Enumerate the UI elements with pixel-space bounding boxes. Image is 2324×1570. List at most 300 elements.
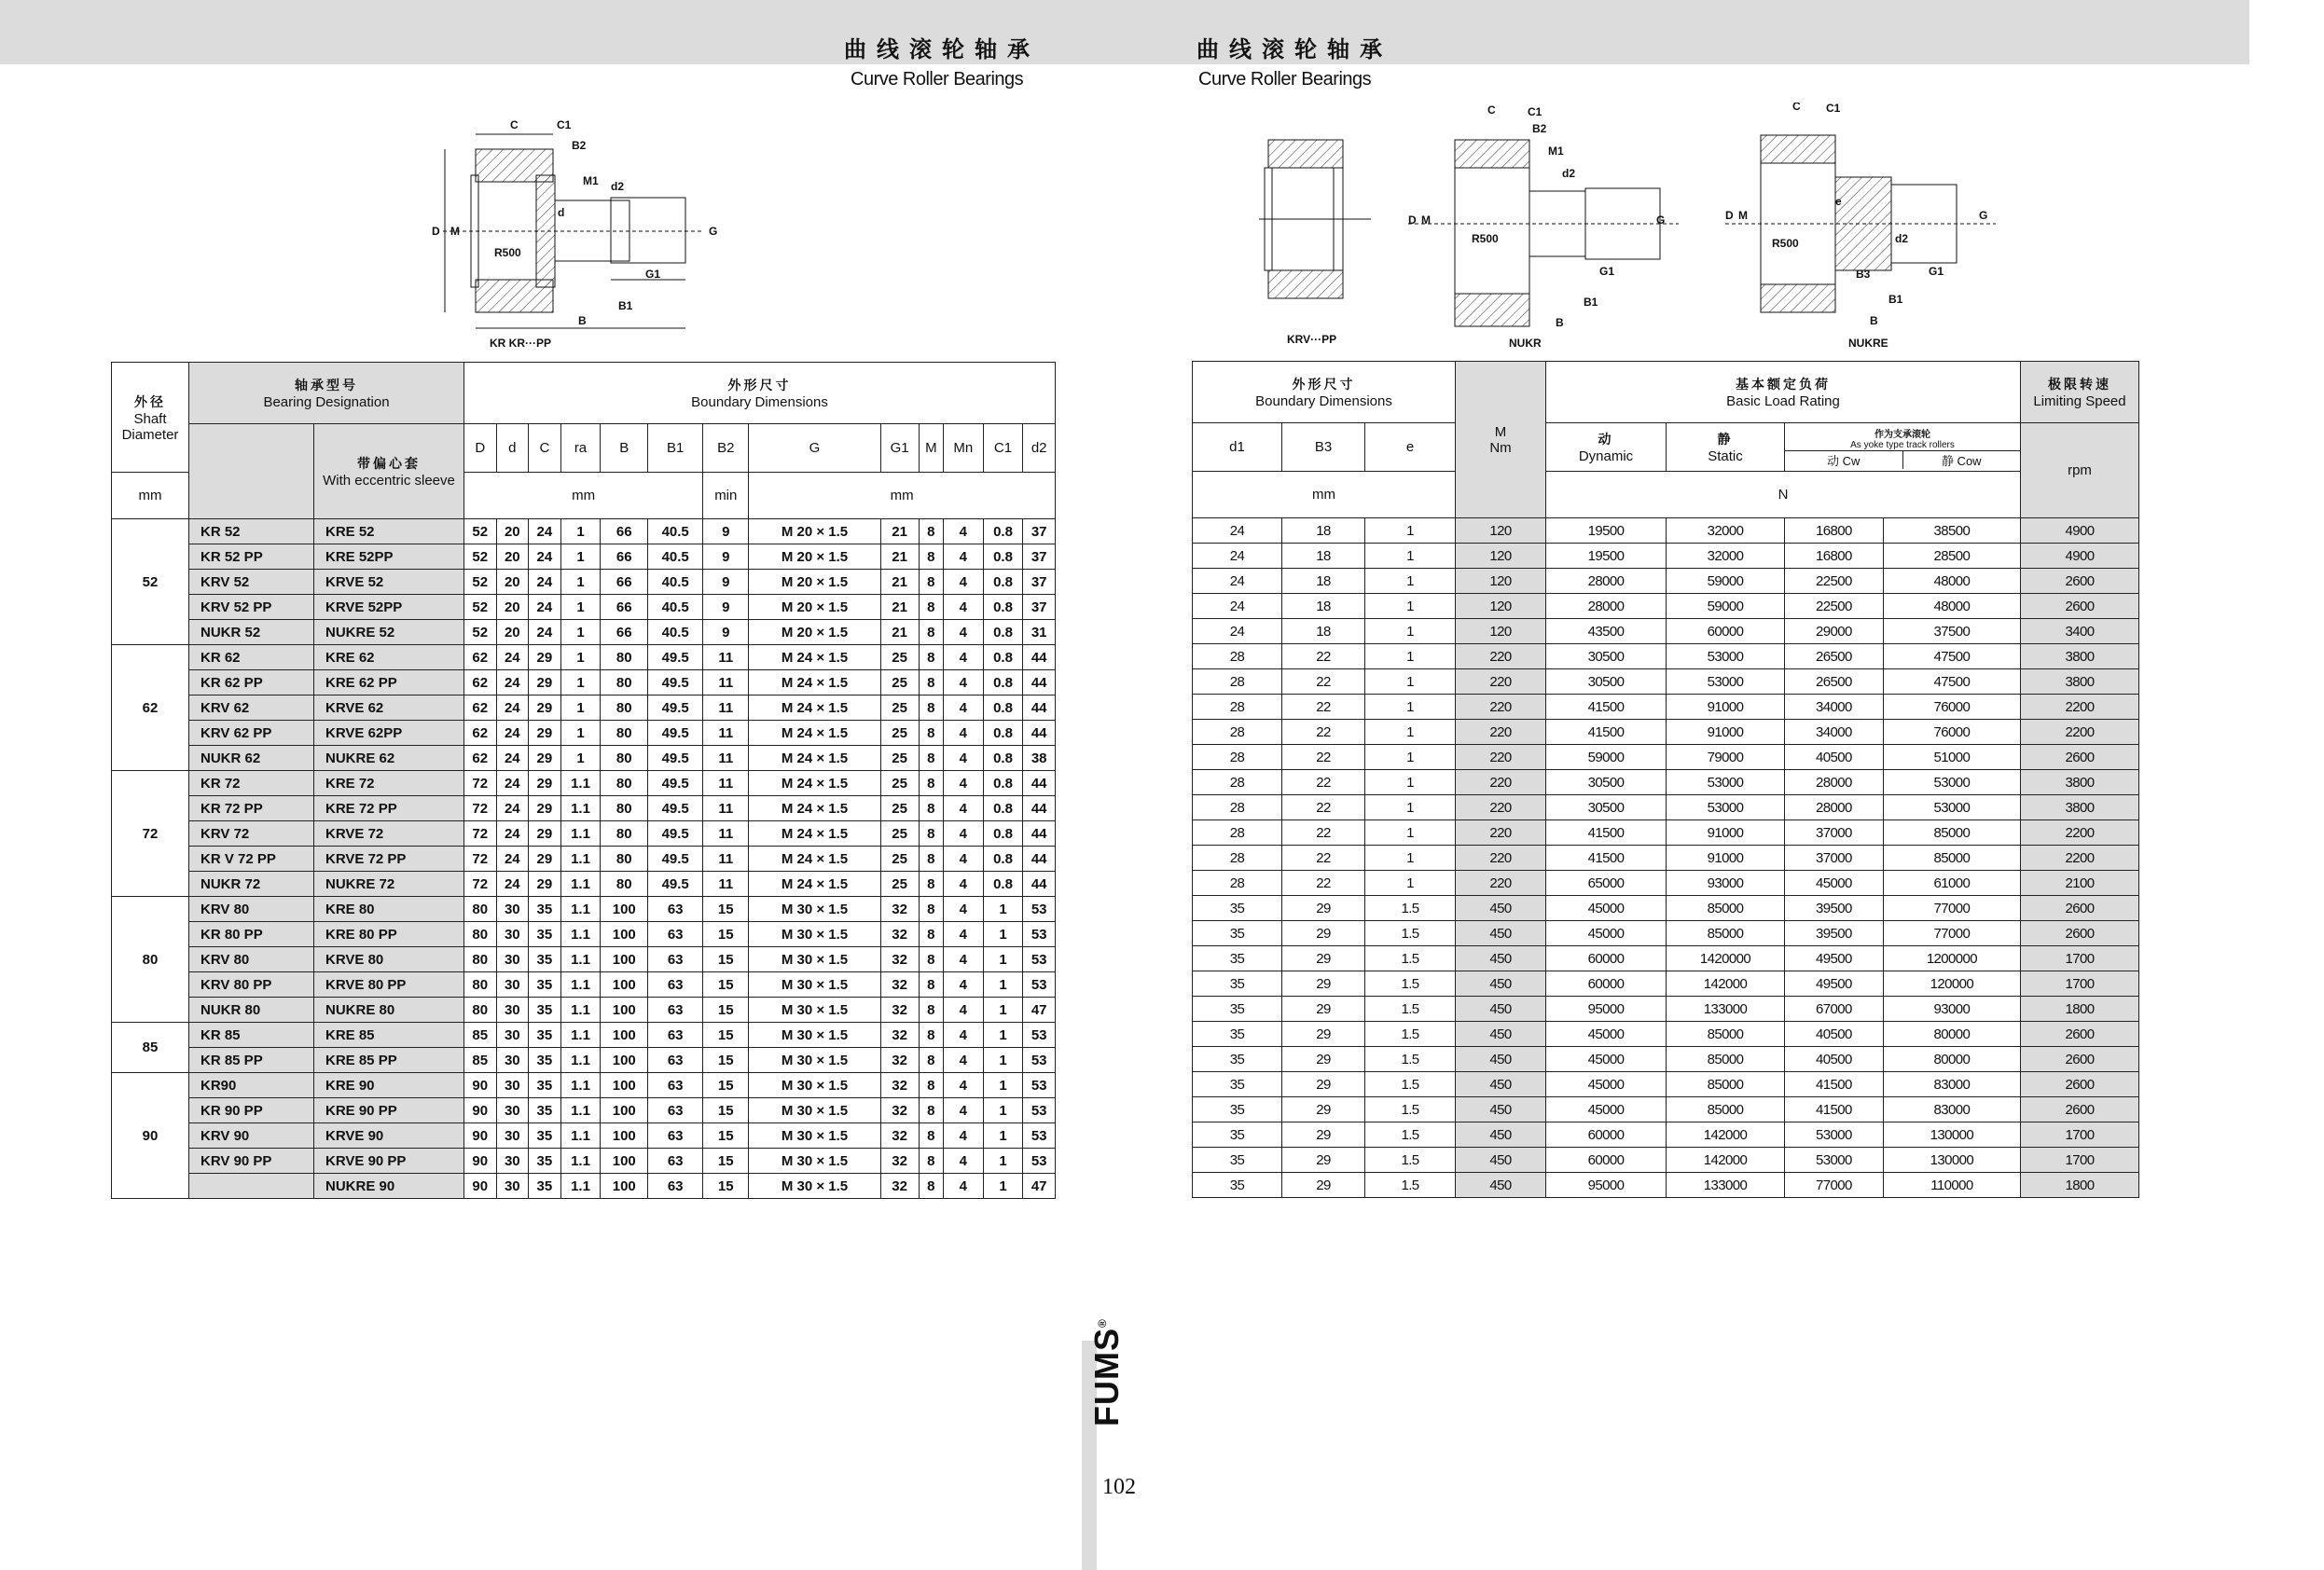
d1-cell: 35 — [1193, 946, 1282, 971]
cw-cell: 37000 — [1785, 846, 1884, 871]
dynamic-cell: 45000 — [1546, 1022, 1667, 1047]
label-c1: C1 — [1528, 105, 1542, 118]
cw-header: 动 Cw — [1785, 451, 1903, 469]
b3-cell: 22 — [1282, 871, 1365, 896]
label-c: C — [1792, 103, 1801, 113]
dim-cell-c: 35 — [529, 1023, 561, 1048]
static-cell: 53000 — [1667, 770, 1785, 795]
dim-cell-d: 20 — [496, 519, 529, 544]
d1-cell: 35 — [1193, 1173, 1282, 1198]
dim-cell-b2: 11 — [703, 695, 749, 721]
limiting-speed-cell: 3800 — [2021, 770, 2139, 795]
static-cell: 59000 — [1667, 594, 1785, 619]
d1-cell: 35 — [1193, 1122, 1282, 1148]
dynamic-cell: 60000 — [1546, 1122, 1667, 1148]
table-row — [112, 1174, 1056, 1199]
eccentric-designation-cell: KRVE 62PP — [314, 721, 464, 746]
dim-cell-mn: 4 — [944, 998, 984, 1023]
e-cell: 1 — [1365, 820, 1456, 846]
table-row — [112, 771, 1056, 796]
dim-cell-b2: 15 — [703, 1149, 749, 1174]
b3-cell: 22 — [1282, 770, 1365, 795]
dim-cell-g: M 24 × 1.5 — [749, 847, 880, 872]
label-b3: B3 — [1856, 268, 1871, 281]
cw-cell: 39500 — [1785, 896, 1884, 921]
cw-cell: 26500 — [1785, 644, 1884, 669]
table-row — [1193, 644, 2139, 669]
cow-cell: 83000 — [1883, 1072, 2020, 1097]
cow-cell: 48000 — [1883, 594, 2020, 619]
dim-cell-c: 29 — [529, 746, 561, 771]
dim-cell-ra: 1.1 — [560, 1174, 601, 1199]
cw-cell: 67000 — [1785, 997, 1884, 1022]
label-M: M — [1421, 213, 1431, 227]
d1-cell: 28 — [1193, 695, 1282, 720]
eccentric-designation-cell: KRVE 72 — [314, 821, 464, 847]
dim-cell-ra: 1.1 — [560, 1098, 601, 1123]
cow-cell: 110000 — [1883, 1173, 2020, 1198]
dim-cell-c1: 0.8 — [983, 847, 1023, 872]
dim-cell-b: 66 — [601, 544, 648, 570]
dim-header-c1: C1 — [983, 424, 1023, 473]
dynamic-cell: 45000 — [1546, 1072, 1667, 1097]
moment-cell: 220 — [1456, 669, 1546, 695]
label-m1: M1 — [583, 174, 599, 187]
dim-cell-mn: 4 — [944, 1023, 984, 1048]
shaft-diameter-cell: 85 — [112, 1023, 189, 1073]
dim-cell-c1: 0.8 — [983, 796, 1023, 821]
b3-cell: 22 — [1282, 846, 1365, 871]
dim-cell-b: 100 — [601, 897, 648, 922]
dim-cell-c: 29 — [529, 721, 561, 746]
table-row — [1193, 695, 2139, 720]
dim-cell-g1: 25 — [880, 670, 919, 695]
dim-cell-c1: 0.8 — [983, 670, 1023, 695]
dim-cell-b1: 63 — [648, 998, 703, 1023]
dim-cell-d: 24 — [496, 821, 529, 847]
dim-cell-b1: 49.5 — [648, 821, 703, 847]
dynamic-cell: 19500 — [1546, 518, 1667, 544]
dim-cell-d2: 53 — [1023, 1073, 1056, 1098]
dim-cell-d2: 53 — [1023, 1098, 1056, 1123]
limiting-speed-cell: 2200 — [2021, 846, 2139, 871]
e-cell: 1 — [1365, 720, 1456, 745]
dim-cell-c1: 1 — [983, 947, 1023, 972]
load-rating-table — [1192, 361, 2139, 1198]
dim-cell-g: M 24 × 1.5 — [749, 695, 880, 721]
dim-cell-b2: 15 — [703, 1098, 749, 1123]
dim-cell-b: 80 — [601, 645, 648, 670]
dim-cell-d: 52 — [464, 595, 497, 620]
dim-cell-b1: 63 — [648, 1098, 703, 1123]
cw-cell: 26500 — [1785, 669, 1884, 695]
dynamic-cell: 45000 — [1546, 921, 1667, 946]
eccentric-designation-cell: KRVE 80 PP — [314, 972, 464, 998]
dim-cell-d: 52 — [464, 519, 497, 544]
dim-cell-g: M 20 × 1.5 — [749, 620, 880, 645]
dim-cell-c: 29 — [529, 796, 561, 821]
dim-cell-g1: 21 — [880, 595, 919, 620]
table-row — [112, 821, 1056, 847]
dim-cell-g1: 21 — [880, 620, 919, 645]
dim-cell-b: 66 — [601, 620, 648, 645]
dim-cell-m: 8 — [919, 570, 943, 595]
eccentric-designation-cell: KRVE 52PP — [314, 595, 464, 620]
dynamic-cell: 43500 — [1546, 619, 1667, 644]
designation-cell: KR 72 PP — [189, 796, 314, 821]
moment-cell: 450 — [1456, 1148, 1546, 1173]
cow-cell: 1200000 — [1883, 946, 2020, 971]
cw-cell: 40500 — [1785, 1022, 1884, 1047]
dim-cell-b: 80 — [601, 695, 648, 721]
dim-cell-b: 100 — [601, 1098, 648, 1123]
dynamic-cell: 41500 — [1546, 820, 1667, 846]
dim-cell-c1: 1 — [983, 1073, 1023, 1098]
dim-cell-m: 8 — [919, 1123, 943, 1149]
dim-cell-m: 8 — [919, 897, 943, 922]
nukr-diagram — [1408, 103, 1679, 354]
dim-header-b: B — [601, 424, 648, 473]
dim-cell-d: 30 — [496, 922, 529, 947]
dim-cell-c: 35 — [529, 922, 561, 947]
designation-cell: KRV 80 — [189, 947, 314, 972]
dim-cell-mn: 4 — [944, 746, 984, 771]
boundary-dimensions-header: 外形尺寸 Boundary Dimensions — [464, 363, 1056, 424]
eccentric-designation-cell: KRE 85 — [314, 1023, 464, 1048]
cw-cell: 22500 — [1785, 569, 1884, 594]
dim-header-m: M — [919, 424, 943, 473]
eccentric-designation-cell: NUKRE 90 — [314, 1174, 464, 1199]
b3-cell: 22 — [1282, 644, 1365, 669]
static-cell: 85000 — [1667, 1022, 1785, 1047]
table-row — [112, 645, 1056, 670]
dim-cell-b: 80 — [601, 821, 648, 847]
table-row — [1193, 1122, 2139, 1148]
dim-cell-mn: 4 — [944, 947, 984, 972]
dim-cell-g: M 30 × 1.5 — [749, 1174, 880, 1199]
dim-cell-d2: 47 — [1023, 998, 1056, 1023]
b3-cell: 29 — [1282, 896, 1365, 921]
dim-cell-d: 90 — [464, 1073, 497, 1098]
static-cell: 91000 — [1667, 820, 1785, 846]
moment-cell: 220 — [1456, 795, 1546, 820]
dim-cell-b2: 9 — [703, 519, 749, 544]
dim-cell-m: 8 — [919, 1023, 943, 1048]
dim-cell-g1: 25 — [880, 695, 919, 721]
e-cell: 1.5 — [1365, 1022, 1456, 1047]
table-row — [1193, 770, 2139, 795]
b3-cell: 29 — [1282, 1022, 1365, 1047]
dim-cell-b2: 15 — [703, 1123, 749, 1149]
e-cell: 1.5 — [1365, 1148, 1456, 1173]
designation-cell — [189, 1174, 314, 1199]
dim-cell-b: 80 — [601, 872, 648, 897]
dim-cell-c1: 0.8 — [983, 570, 1023, 595]
moment-cell: 120 — [1456, 569, 1546, 594]
unit-min: min — [703, 473, 749, 519]
table-row — [1193, 896, 2139, 921]
moment-cell: 450 — [1456, 1072, 1546, 1097]
limiting-speed-cell: 4900 — [2021, 518, 2139, 544]
dim-cell-b1: 63 — [648, 1048, 703, 1073]
table-row — [1193, 619, 2139, 644]
dim-cell-c: 24 — [529, 620, 561, 645]
table-row — [112, 796, 1056, 821]
e-cell: 1.5 — [1365, 971, 1456, 997]
dynamic-cell: 30500 — [1546, 795, 1667, 820]
dim-cell-c1: 1 — [983, 998, 1023, 1023]
diagram-caption-nukre: NUKRE — [1848, 337, 1888, 350]
dim-cell-ra: 1.1 — [560, 998, 601, 1023]
dim-cell-g1: 32 — [880, 947, 919, 972]
dim-cell-d: 30 — [496, 1048, 529, 1073]
dim-cell-d: 52 — [464, 620, 497, 645]
shaft-diameter-cell: 90 — [112, 1073, 189, 1199]
dim-cell-d2: 44 — [1023, 872, 1056, 897]
diagram-caption-kr: KR KR···PP — [490, 337, 551, 350]
dim-cell-b2: 15 — [703, 1073, 749, 1098]
header-bar — [0, 0, 2249, 64]
dim-cell-mn: 4 — [944, 595, 984, 620]
label-b2: B2 — [1532, 122, 1547, 135]
dim-cell-ra: 1.1 — [560, 821, 601, 847]
dim-cell-ra: 1.1 — [560, 847, 601, 872]
dim-cell-b1: 40.5 — [648, 595, 703, 620]
b3-cell: 29 — [1282, 921, 1365, 946]
b3-cell: 29 — [1282, 1173, 1365, 1198]
label-d2: d2 — [611, 180, 625, 193]
eccentric-designation-cell: KRVE 90 PP — [314, 1149, 464, 1174]
eccentric-designation-cell: KRVE 62 — [314, 695, 464, 721]
dim-cell-d: 80 — [464, 897, 497, 922]
designation-cell: NUKR 62 — [189, 746, 314, 771]
d1-cell: 28 — [1193, 846, 1282, 871]
table-row — [1193, 1097, 2139, 1122]
d1-cell: 35 — [1193, 997, 1282, 1022]
e-cell: 1 — [1365, 518, 1456, 544]
dim-cell-b: 66 — [601, 570, 648, 595]
d1-cell: 35 — [1193, 1022, 1282, 1047]
dim-cell-b1: 49.5 — [648, 695, 703, 721]
moment-cell: 450 — [1456, 1097, 1546, 1122]
cow-header: 静 Cow — [1941, 453, 1982, 468]
table-row — [112, 544, 1056, 570]
static-cell: 91000 — [1667, 846, 1785, 871]
dim-cell-b: 100 — [601, 972, 648, 998]
designation-cell: KR 90 PP — [189, 1098, 314, 1123]
cow-cell: 47500 — [1883, 644, 2020, 669]
dim-cell-g: M 20 × 1.5 — [749, 595, 880, 620]
b3-cell: 29 — [1282, 1148, 1365, 1173]
eccentric-designation-cell: KRVE 80 — [314, 947, 464, 972]
static-cell: 32000 — [1667, 518, 1785, 544]
cw-cell: 49500 — [1785, 946, 1884, 971]
dim-cell-c1: 1 — [983, 1048, 1023, 1073]
dim-cell-m: 8 — [919, 972, 943, 998]
static-cell: 53000 — [1667, 644, 1785, 669]
dim-cell-d2: 53 — [1023, 922, 1056, 947]
dim-cell-g: M 30 × 1.5 — [749, 1123, 880, 1149]
dim-cell-b2: 11 — [703, 771, 749, 796]
dim-cell-c: 35 — [529, 1149, 561, 1174]
d1-cell: 28 — [1193, 669, 1282, 695]
dynamic-cell: 30500 — [1546, 770, 1667, 795]
dim-cell-b1: 63 — [648, 897, 703, 922]
cow-cell: 28500 — [1883, 544, 2020, 569]
dim-cell-b: 100 — [601, 922, 648, 947]
dim-cell-g1: 21 — [880, 519, 919, 544]
b3-cell: 29 — [1282, 997, 1365, 1022]
moment-cell: 120 — [1456, 619, 1546, 644]
label-d2: d2 — [1562, 167, 1576, 180]
basic-load-rating-header: 基本额定负荷 Basic Load Rating — [1546, 362, 2021, 423]
label-b: B — [578, 314, 587, 327]
table-row — [1193, 871, 2139, 896]
dim-cell-ra: 1 — [560, 670, 601, 695]
limiting-speed-cell: 1800 — [2021, 997, 2139, 1022]
e-cell: 1.5 — [1365, 1047, 1456, 1072]
e-cell: 1.5 — [1365, 921, 1456, 946]
dim-header-mn: Mn — [944, 424, 984, 473]
moment-cell: 450 — [1456, 946, 1546, 971]
dynamic-header: 动 Dynamic — [1546, 423, 1667, 472]
shaft-unit: mm — [112, 473, 189, 519]
dim-cell-b1: 40.5 — [648, 544, 703, 570]
dim-cell-ra: 1 — [560, 695, 601, 721]
limiting-speed-cell: 2600 — [2021, 1047, 2139, 1072]
table-row — [1193, 846, 2139, 871]
dim-cell-ra: 1 — [560, 746, 601, 771]
table-row — [112, 1098, 1056, 1123]
left-page-title-en: Curve Roller Bearings — [851, 69, 1024, 90]
dim-cell-m: 8 — [919, 872, 943, 897]
dim-cell-m: 8 — [919, 1149, 943, 1174]
dim-cell-mn: 4 — [944, 519, 984, 544]
e-cell: 1 — [1365, 770, 1456, 795]
b3-cell: 18 — [1282, 569, 1365, 594]
dim-cell-m: 8 — [919, 1098, 943, 1123]
dim-cell-ra: 1 — [560, 620, 601, 645]
table-row — [112, 1048, 1056, 1073]
dim-cell-b: 100 — [601, 1123, 648, 1149]
yoke-track-rollers-header: 作为支承滚轮 As yoke type track rollers 动 Cw 静 Cow — [1785, 423, 2021, 472]
table-row — [1193, 795, 2139, 820]
designation-cell: KR 72 — [189, 771, 314, 796]
e-cell: 1 — [1365, 695, 1456, 720]
designation-cell: KRV 52 — [189, 570, 314, 595]
dim-cell-c: 35 — [529, 947, 561, 972]
dim-cell-b2: 15 — [703, 998, 749, 1023]
dim-cell-g: M 24 × 1.5 — [749, 645, 880, 670]
dim-cell-g1: 32 — [880, 897, 919, 922]
limiting-speed-cell: 3800 — [2021, 795, 2139, 820]
header-b3: B3 — [1282, 423, 1365, 472]
dim-cell-d: 20 — [496, 544, 529, 570]
dynamic-cell: 60000 — [1546, 971, 1667, 997]
dim-cell-d: 62 — [464, 670, 497, 695]
eccentric-designation-cell: KRE 52PP — [314, 544, 464, 570]
dim-cell-d2: 53 — [1023, 947, 1056, 972]
shaft-diameter-cell: 52 — [112, 519, 189, 645]
dim-cell-mn: 4 — [944, 1098, 984, 1123]
designation-cell: NUKR 72 — [189, 872, 314, 897]
e-cell: 1.5 — [1365, 1173, 1456, 1198]
moment-cell: 450 — [1456, 1047, 1546, 1072]
table-row — [1193, 745, 2139, 770]
dim-cell-mn: 4 — [944, 570, 984, 595]
moment-cell: 220 — [1456, 770, 1546, 795]
dim-cell-d: 30 — [496, 1073, 529, 1098]
table-row — [112, 1149, 1056, 1174]
dim-cell-g1: 25 — [880, 746, 919, 771]
dim-cell-b2: 11 — [703, 872, 749, 897]
dim-cell-b2: 15 — [703, 1048, 749, 1073]
b3-cell: 22 — [1282, 795, 1365, 820]
dim-cell-b2: 9 — [703, 544, 749, 570]
eccentric-designation-cell: KRE 52 — [314, 519, 464, 544]
dim-cell-d: 30 — [496, 1123, 529, 1149]
designation-cell: KRV 62 PP — [189, 721, 314, 746]
dim-cell-c1: 0.8 — [983, 721, 1023, 746]
dim-cell-c: 29 — [529, 847, 561, 872]
b3-cell: 22 — [1282, 695, 1365, 720]
dim-cell-mn: 4 — [944, 1123, 984, 1149]
dim-cell-d: 20 — [496, 570, 529, 595]
dim-cell-c1: 0.8 — [983, 620, 1023, 645]
limiting-speed-cell: 2600 — [2021, 1097, 2139, 1122]
table-row — [1193, 997, 2139, 1022]
table-row — [112, 922, 1056, 947]
cow-cell: 47500 — [1883, 669, 2020, 695]
dim-cell-b1: 49.5 — [648, 872, 703, 897]
dim-cell-g: M 30 × 1.5 — [749, 1048, 880, 1073]
table-row — [112, 998, 1056, 1023]
dim-header-b1: B1 — [648, 424, 703, 473]
limiting-speed-cell: 2200 — [2021, 820, 2139, 846]
dim-cell-c: 29 — [529, 695, 561, 721]
dim-cell-g1: 25 — [880, 796, 919, 821]
moment-cell: 120 — [1456, 594, 1546, 619]
dim-cell-mn: 4 — [944, 1048, 984, 1073]
eccentric-designation-cell: NUKRE 72 — [314, 872, 464, 897]
cw-cell: 29000 — [1785, 619, 1884, 644]
table-row — [112, 872, 1056, 897]
dim-cell-d: 30 — [496, 1023, 529, 1048]
dynamic-cell: 95000 — [1546, 1173, 1667, 1198]
limiting-speed-cell: 2600 — [2021, 896, 2139, 921]
moment-cell: 220 — [1456, 745, 1546, 770]
dim-cell-b: 100 — [601, 1174, 648, 1199]
dim-cell-b: 80 — [601, 847, 648, 872]
dim-cell-b: 66 — [601, 519, 648, 544]
dim-cell-d2: 37 — [1023, 595, 1056, 620]
e-cell: 1.5 — [1365, 946, 1456, 971]
dim-cell-d: 72 — [464, 847, 497, 872]
shaft-diameter-cell: 80 — [112, 897, 189, 1023]
dim-cell-m: 8 — [919, 544, 943, 570]
table-row — [1193, 1022, 2139, 1047]
dim-cell-g1: 25 — [880, 645, 919, 670]
dim-cell-mn: 4 — [944, 1149, 984, 1174]
dim-cell-d: 90 — [464, 1149, 497, 1174]
rpm-unit: rpm — [2021, 423, 2139, 518]
dim-cell-m: 8 — [919, 620, 943, 645]
dim-cell-g: M 30 × 1.5 — [749, 947, 880, 972]
b3-cell: 22 — [1282, 820, 1365, 846]
dim-cell-m: 8 — [919, 721, 943, 746]
static-cell: 85000 — [1667, 921, 1785, 946]
dim-cell-b: 100 — [601, 1073, 648, 1098]
